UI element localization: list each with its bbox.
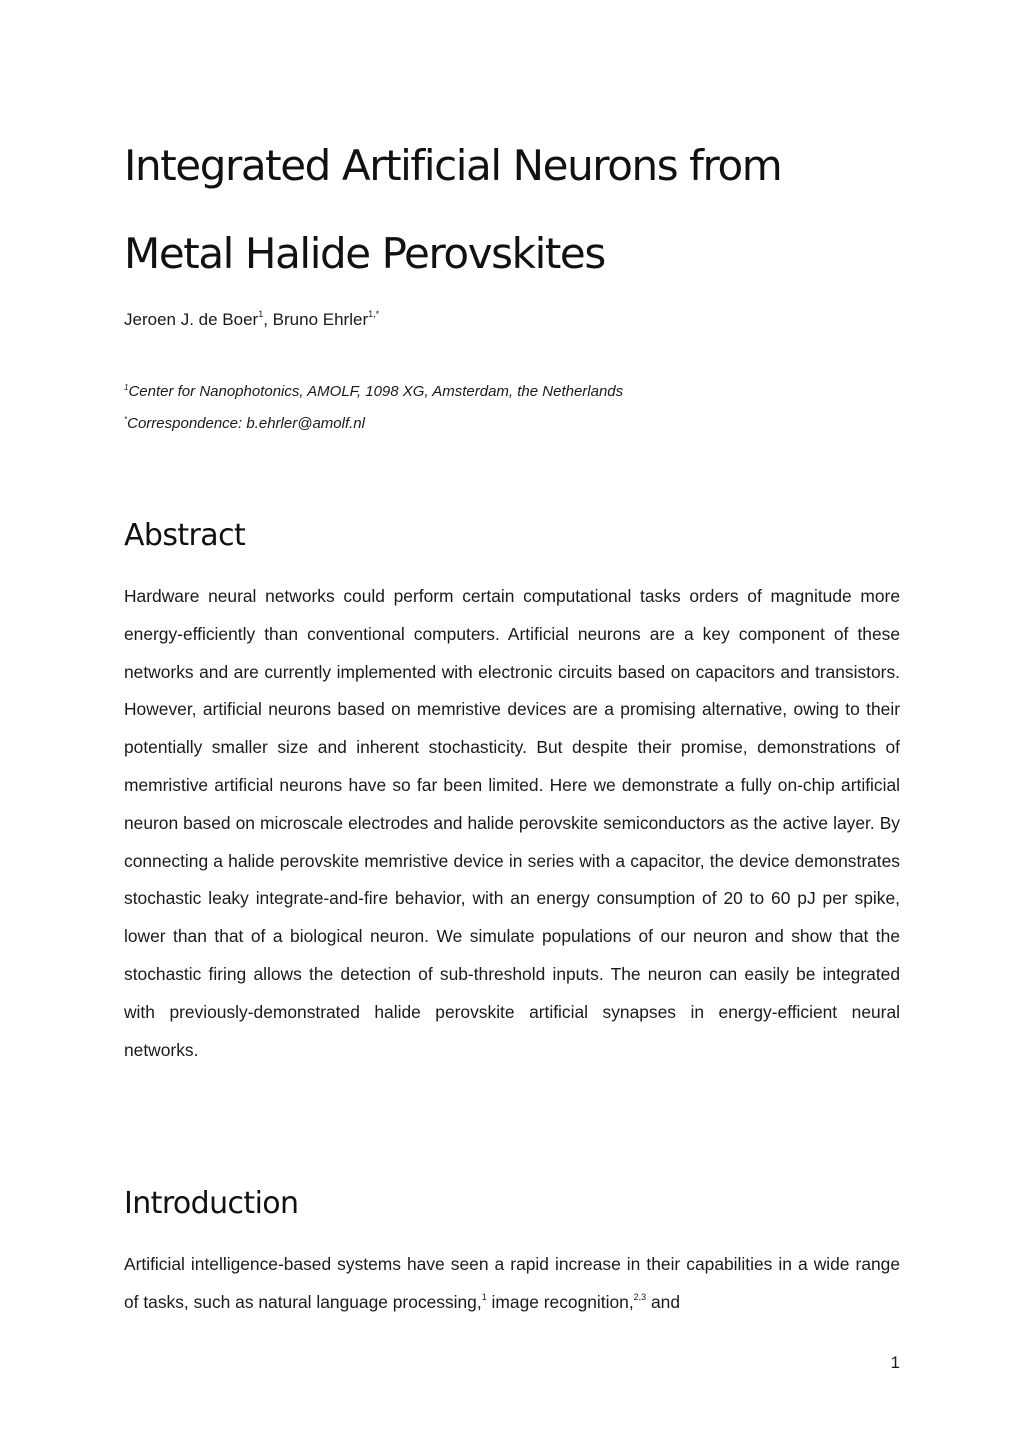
abstract-text: Hardware neural networks could perform certain computational tasks orders of magnitude more energy-efficiently than conventional computers. Artificial neurons are a key component of these networks and are currently implemented with electronic circuits based on capacitors and transistors. However, artificial neurons based on memristive devices are a promising alternative, owing to their potentially smaller size and inherent stochasticity. But despite their promise, demonstrations of memristive artificial neurons have so far been limited. Here we demonstrate a fully on-chip artificial neuron based on microscale electrodes and halide perovskite semiconductors as the active layer. By connecting a halide perovskite memristive device in series with a capacitor, the device demonstrates stochastic leaky integrate-and-fire behavior, with an energy consumption of 20 to 60 pJ per spike, lower than that of a biological neuron. We simulate populations of our neuron and show that the stochastic firing allows the detection of sub-threshold inputs. The neuron can easily be integrated with previously-demonstrated halide perovskite artificial synapses in energy-efficient neural networks. bbox=[124, 586, 900, 1060]
page-number: 1 bbox=[890, 1353, 900, 1372]
affiliation bbox=[124, 381, 623, 403]
abstract-heading: Abstract bbox=[124, 518, 246, 553]
author-list bbox=[124, 307, 379, 333]
author-separator: , bbox=[263, 310, 273, 329]
citation-mark: 2,3 bbox=[633, 1291, 647, 1302]
paper-title: Integrated Artificial Neurons from Metal Halide Perovskites bbox=[124, 141, 782, 278]
affiliation-mark: 1 bbox=[258, 309, 264, 319]
introduction-text-part: and bbox=[646, 1291, 681, 1312]
correspondence-text: Correspondence: b.ehrler@amolf.nl bbox=[127, 415, 365, 432]
introduction-text-part: Artificial intelligence-based systems have seen a rapid increase in their capabilities in a wide range of tasks, such as natural language processing, bbox=[124, 1254, 900, 1312]
correspondence bbox=[124, 413, 365, 435]
affiliation-mark: 1 bbox=[124, 383, 129, 392]
citation-mark: 1 bbox=[481, 1291, 487, 1302]
affiliation-text: Center for Nanophotonics, AMOLF, 1098 XG, Amsterdam, the Netherlands bbox=[128, 383, 624, 400]
introduction-text bbox=[124, 1246, 900, 1322]
author-name: Jeroen J. de Boer bbox=[124, 310, 259, 329]
affiliation-mark: 1,* bbox=[368, 309, 380, 319]
introduction-heading: Introduction bbox=[124, 1186, 299, 1221]
author-name: Bruno Ehrler bbox=[272, 310, 369, 329]
affiliation-mark: * bbox=[124, 415, 128, 424]
introduction-text-part: image recognition, bbox=[486, 1291, 634, 1312]
